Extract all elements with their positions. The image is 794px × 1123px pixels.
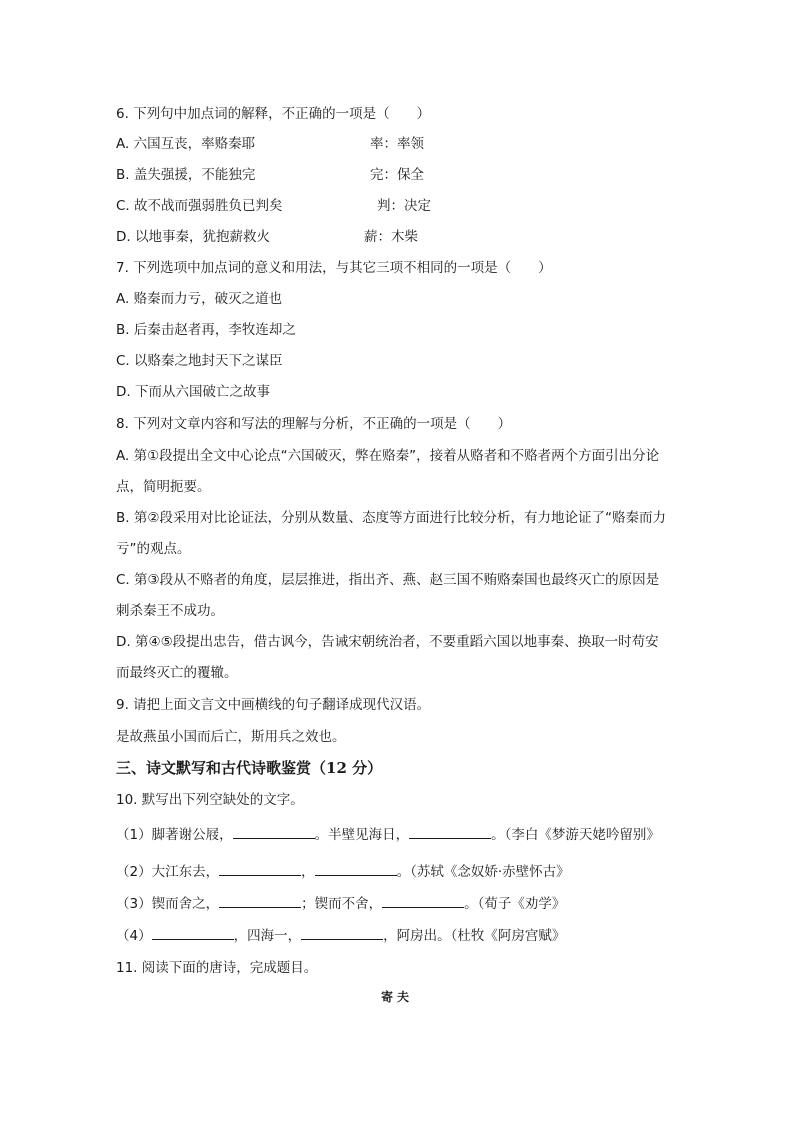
q10-item-4-number: （4） xyxy=(116,928,152,944)
q6-option-a: A. 六国互丧，率赂秦耶 xyxy=(116,136,256,152)
q8-stem: 8. 下列对文章内容和写法的理解与分析，不正确的一项是（ ） xyxy=(116,416,512,432)
q10-item-2-number: （2） xyxy=(116,864,152,880)
q10-item-1-text-b: 。半壁见海日， xyxy=(314,827,410,843)
q10-item-1-number: （1） xyxy=(116,827,152,843)
q9-stem: 9. 请把上面文言文中画横线的句子翻译成现代汉语。 xyxy=(116,697,431,713)
q6-option-b: B. 盖失强援，不能独完 xyxy=(116,167,256,183)
q10-item-4-blank-2[interactable] xyxy=(301,925,383,940)
q7-option-c: C. 以赂秦之地封天下之谋臣 xyxy=(116,353,283,369)
q10-item-2-text-b: ， xyxy=(301,864,315,880)
q8-option-a-line2: 点，简明扼要。 xyxy=(116,479,211,495)
q10-item-1-blank-2[interactable] xyxy=(409,824,491,839)
q8-option-b-line1: B. 第②段采用对比论证法，分别从数量、态度等方面进行比较分析，有力地论证了“赂秦而力 xyxy=(116,510,666,526)
q10-item-3-number: （3） xyxy=(116,896,152,912)
q8-option-b-line2: 亏”的观点。 xyxy=(116,541,191,557)
q10-item-3 xyxy=(116,893,565,914)
q7-option-d: D. 下而从六国破亡之故事 xyxy=(116,384,270,400)
q10-item-3-blank-2[interactable] xyxy=(382,893,464,908)
q10-item-3-text-a: 锲而舍之， xyxy=(151,896,220,912)
q6-option-c-gloss: 判：决定 xyxy=(377,198,431,214)
q10-item-4-text-c: ，阿房出。（杜牧《阿房宫赋》 xyxy=(383,928,566,944)
q7-option-b: B. 后秦击赵者再，李牧连却之 xyxy=(116,322,296,338)
q10-item-1-text-c: 。（李白《梦游天姥吟留别》 xyxy=(491,827,660,843)
q10-item-4-blank-1[interactable] xyxy=(152,925,234,940)
q8-option-a-line1: A. 第①段提出全文中心论点“六国破灭，弊在赂秦”，接着从赂者和不赂者两个方面引出分论 xyxy=(116,448,660,464)
q6-option-d: D. 以地事秦，犹抱薪救火 xyxy=(116,229,270,245)
q6-stem: 6. 下列句中加点词的解释，不正确的一项是（ ） xyxy=(116,106,431,122)
q10-item-2-text-a: 大江东去， xyxy=(151,864,220,880)
q6-option-d-gloss: 薪：木柴 xyxy=(364,229,418,245)
q10-item-3-text-c: 。（荀子《劝学》 xyxy=(464,896,566,912)
q10-item-2-text-c: 。（苏轼《念奴娇·赤壁怀古》 xyxy=(396,864,570,880)
q8-option-c-line2: 刺杀秦王不成功。 xyxy=(116,603,224,619)
q7-stem: 7. 下列选项中加点词的意义和用法，与其它三项不相同的一项是（ ） xyxy=(116,260,552,276)
q10-item-4 xyxy=(116,925,565,946)
q6-option-b-gloss: 完：保全 xyxy=(370,167,424,183)
q6-option-a-gloss: 率：率领 xyxy=(370,136,424,152)
q10-item-1-blank-1[interactable] xyxy=(233,824,315,839)
q7-option-a: A. 赂秦而力亏，破灭之道也 xyxy=(116,291,283,307)
q10-stem: 10. 默写出下列空缺处的文字。 xyxy=(116,792,304,808)
q10-item-2-blank-2[interactable] xyxy=(315,861,397,876)
q6-option-c: C. 故不战而强弱胜负已判矣 xyxy=(116,198,283,214)
q10-item-1 xyxy=(116,824,660,845)
q9-sentence: 是故燕虽小国而后亡，斯用兵之效也。 xyxy=(116,729,346,745)
q11-stem: 11. 阅读下面的唐诗，完成题目。 xyxy=(116,960,318,976)
q10-item-2-blank-1[interactable] xyxy=(219,861,301,876)
q10-item-4-text-b: ，四海一， xyxy=(233,928,302,944)
q8-option-d-line2: 而最终灭亡的覆辙。 xyxy=(116,665,238,681)
q10-item-1-text-a: 脚著谢公屐， xyxy=(151,827,233,843)
section-heading: 三、诗文默写和古代诗歌鉴赏（12 分） xyxy=(116,759,383,777)
q10-item-3-text-b: ；锲而不舍， xyxy=(301,896,383,912)
q8-option-d-line1: D. 第④⑤段提出忠告，借古讽今，告诫宋朝统治者，不要重蹈六国以地事秦、换取一时苟安 xyxy=(116,634,659,650)
q10-item-3-blank-1[interactable] xyxy=(219,893,301,908)
q8-option-c-line1: C. 第③段从不赂者的角度，层层推进，指出齐、燕、赵三国不贿赂秦国也最终灭亡的原因是 xyxy=(116,572,660,588)
poem-title: 寄夫 xyxy=(380,990,413,1004)
q10-item-2 xyxy=(116,861,570,882)
